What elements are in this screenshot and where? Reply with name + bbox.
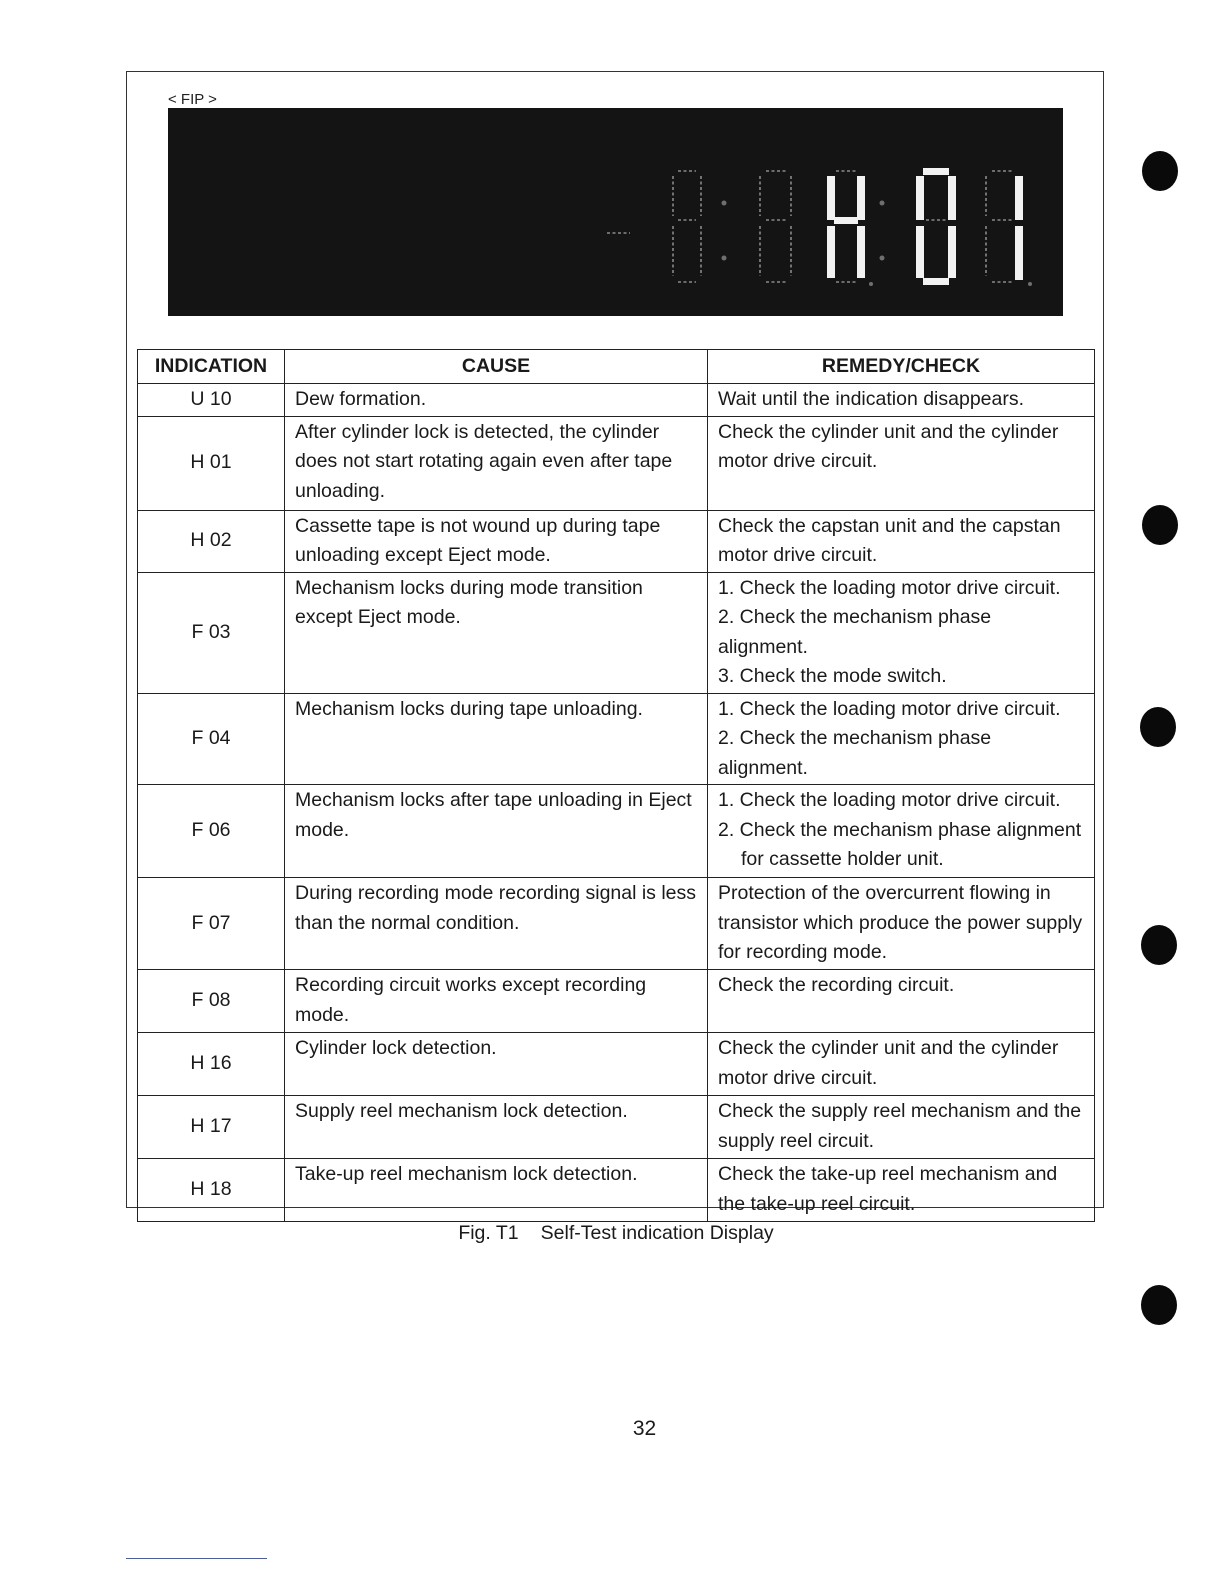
indication-cell: F 06 <box>138 785 285 878</box>
seven-segment-readout <box>168 108 1063 316</box>
remedy-cell <box>708 693 1095 785</box>
indication-cell: F 07 <box>138 878 285 970</box>
bottom-rule <box>126 1558 267 1559</box>
digit-5-dim <box>986 171 1012 282</box>
cause-cell: Cylinder lock detection. <box>285 1033 708 1096</box>
remedy-line: 2. Check the mechanism phase alignment. <box>718 727 992 779</box>
indication-cell: F 08 <box>138 970 285 1033</box>
remedy-cell <box>708 878 1095 970</box>
table-row <box>138 878 1095 970</box>
cause-cell: Mechanism locks after tape unloading in Eject mode. <box>285 785 708 878</box>
remedy-cell <box>708 1033 1095 1096</box>
remedy-cell <box>708 1159 1095 1222</box>
binder-hole-mark <box>1140 707 1176 747</box>
remedy-cell <box>708 572 1095 693</box>
table-header-row <box>138 350 1095 384</box>
digit-3-dim <box>836 171 856 282</box>
cause-cell: During recording mode recording signal is less than the normal condition. <box>285 878 708 970</box>
page-number: 32 <box>632 1417 657 1440</box>
figure-caption <box>0 1222 1224 1245</box>
table-row <box>138 384 1095 417</box>
table-row <box>138 1033 1095 1096</box>
table-row <box>138 785 1095 878</box>
remedy-line: 1. Check the loading motor drive circuit. <box>718 576 1061 599</box>
remedy-cell <box>708 510 1095 572</box>
table-row <box>138 572 1095 693</box>
cause-cell: Cassette tape is not wound up during tape unloading except Eject mode. <box>285 510 708 572</box>
digit-0-lit <box>916 168 956 285</box>
header-cause: CAUSE <box>285 350 708 384</box>
cause-cell: Dew formation. <box>285 384 708 417</box>
remedy-line: Wait until the indication disappears. <box>718 388 1025 410</box>
remedy-line: Check the recording circuit. <box>718 974 955 996</box>
table-row <box>138 510 1095 572</box>
remedy-line: Check the take-up reel mechanism and the take-up reel circuit. <box>718 1163 1058 1215</box>
binder-hole-mark <box>1142 505 1178 545</box>
remedy-line: Check the supply reel mechanism and the supply reel circuit. <box>718 1100 1082 1152</box>
remedy-line: 2. Check the mechanism phase alignment <box>718 818 1082 841</box>
header-remedy: REMEDY/CHECK <box>708 350 1095 384</box>
digit-1-dim <box>673 171 701 282</box>
remedy-line: 1. Check the loading motor drive circuit. <box>718 697 1061 720</box>
cause-cell: After cylinder lock is detected, the cylinder does not start rotating again even after tape unloading. <box>285 416 708 510</box>
binder-hole-mark <box>1141 1285 1177 1325</box>
fip-label: < FIP > <box>168 91 217 108</box>
table-row <box>138 1096 1095 1159</box>
remedy-line: Check the cylinder unit and the cylinder motor drive circuit. <box>718 1037 1059 1089</box>
remedy-line: Protection of the overcurrent flowing in transistor which produce the power supply for recording mode. <box>718 882 1083 963</box>
remedy-line: 1. Check the loading motor drive circuit. <box>718 789 1061 811</box>
cause-cell: Take-up reel mechanism lock detection. <box>285 1159 708 1222</box>
indication-cell: U 10 <box>138 384 285 417</box>
digit-1-lit <box>1015 176 1023 280</box>
indication-cell: H 02 <box>138 510 285 572</box>
header-indication: INDICATION <box>138 350 285 384</box>
figure-title: Self-Test indication Display <box>540 1222 774 1244</box>
self-test-table <box>137 349 1095 1222</box>
indication-cell: H 16 <box>138 1033 285 1096</box>
indication-cell: F 03 <box>138 572 285 693</box>
cause-cell: Mechanism locks during mode transition except Eject mode. <box>285 572 708 693</box>
cause-cell: Supply reel mechanism lock detection. <box>285 1096 708 1159</box>
remedy-line: 3. Check the mode switch. <box>718 665 947 687</box>
indication-cell: F 04 <box>138 693 285 785</box>
binder-hole-mark <box>1141 925 1177 965</box>
remedy-cell <box>708 384 1095 417</box>
digit-2-dim <box>760 171 791 282</box>
indication-cell: H 18 <box>138 1159 285 1222</box>
indication-cell: H 17 <box>138 1096 285 1159</box>
remedy-cell <box>708 785 1095 878</box>
table-row <box>138 693 1095 785</box>
remedy-cell <box>708 416 1095 510</box>
binder-hole-mark <box>1142 151 1178 191</box>
digit-h-lit <box>827 176 865 278</box>
remedy-cell <box>708 970 1095 1033</box>
remedy-cell <box>708 1096 1095 1159</box>
table-row <box>138 970 1095 1033</box>
indication-cell: H 01 <box>138 416 285 510</box>
table-row <box>138 1159 1095 1222</box>
figure-number: Fig. T1 <box>458 1222 519 1244</box>
remedy-line: Check the capstan unit and the capstan motor drive circuit. <box>718 514 1061 566</box>
table-row <box>138 416 1095 510</box>
remedy-line: for cassette holder unit. <box>741 848 944 870</box>
remedy-line: Check the cylinder unit and the cylinder motor drive circuit. <box>718 420 1059 472</box>
remedy-line: 2. Check the mechanism phase alignment. <box>718 606 992 658</box>
cause-cell: Recording circuit works except recording mode. <box>285 970 708 1033</box>
fip-display <box>168 108 1063 316</box>
cause-cell: Mechanism locks during tape unloading. <box>285 693 708 785</box>
